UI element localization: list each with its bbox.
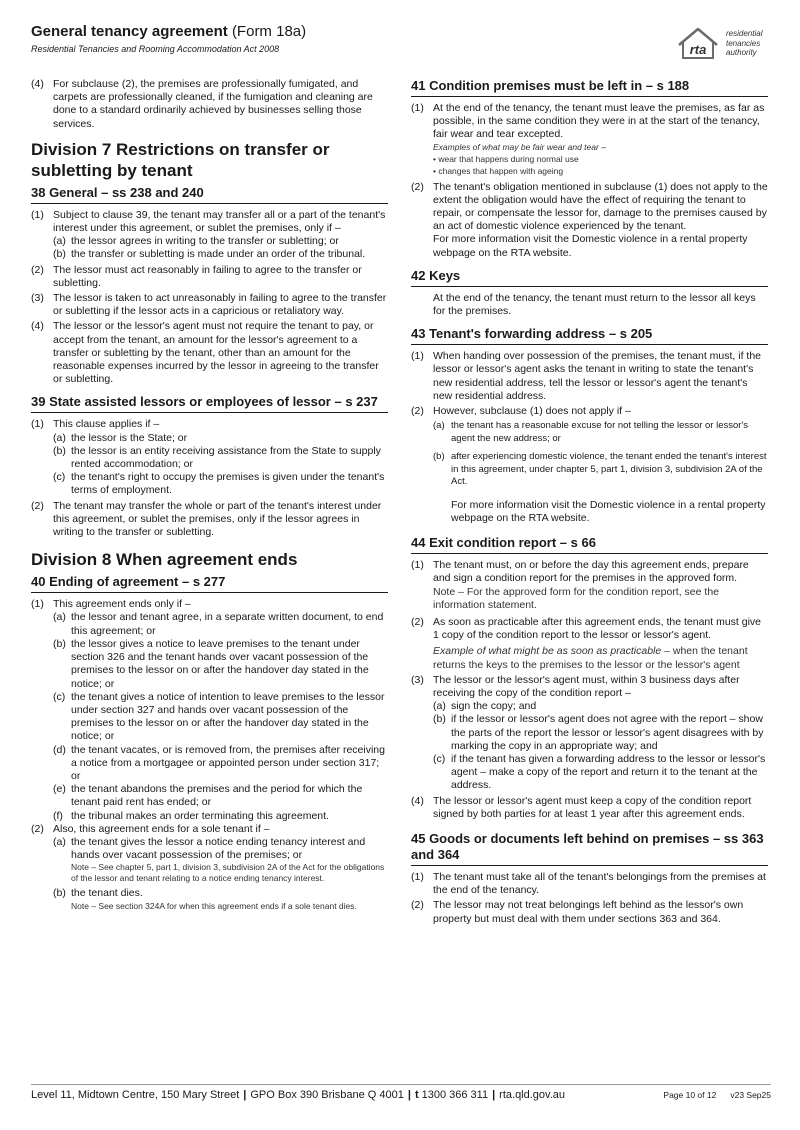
- footer-po-box: GPO Box 390 Brisbane Q 4001: [250, 1089, 404, 1101]
- section-45-heading: 45 Goods or documents left behind on premises – ss 363 and 364: [411, 831, 768, 866]
- clause-38-1b: (b) the transfer or subletting is made under an order of the tribunal.: [53, 248, 366, 261]
- clause-38-1: (1) Subject to clause 39, the tenant may transfer all or a part of the tenant's interest under this agreement, or sublet the premises, only if –: [31, 208, 386, 235]
- clause-44-4: (4) The lessor or lessor's agent must keep a copy of the condition report signed by both parties for at least 1 year after this agreement ends.: [411, 794, 752, 820]
- rta-logo: [677, 25, 771, 65]
- clause-40-2a: (a) the tenant gives the lessor a notice ending tenancy interest and hands over vacant possession of the premises; or: [53, 835, 366, 862]
- rta-house-icon: [677, 25, 719, 61]
- clause-44-3b: (b) if the lessor or lessor's agent does not agree with the report – show the parts of the report the lessor or lessor's agent disagrees with by marking the copy in an appropriate way; and: [433, 713, 764, 752]
- document-subtitle: Residential Tenancies and Rooming Accommodation Act 2008: [31, 44, 280, 54]
- section-40-heading: 40 Ending of agreement – s 277: [31, 574, 388, 593]
- clause-38-2: (2) The lessor must act reasonably in failing to agree to the transfer or subletting.: [31, 263, 362, 289]
- footer-website-link[interactable]: rta.qld.gov.au: [499, 1089, 566, 1101]
- clause-39-1b: (b) the lessor is an entity receiving assistance from the State to supply rented accommodation; or: [53, 444, 381, 471]
- clause-45-2: (2) The lessor may not treat belongings left behind as the lessor's own property but must deal with them under sections 363 and 364.: [411, 899, 744, 925]
- clause-40-1d: (d) the tenant vacates, or is removed from, the premises after receiving a notice from a mortgagee or appointed person under section 317; or: [53, 743, 385, 782]
- clause-41-2-info: For more information visit the Domestic violence in a rental property webpage on the RTA website.: [433, 233, 748, 259]
- clause-45-1: (1) The tenant must take all of the tenant's belongings from the premises at the end of the tenancy.: [411, 871, 766, 897]
- clause-40-1b: (b) the lessor gives a notice to leave premises to the tenant under section 326 and the tenant hands over vacant possession of the premises to the lessor on or after the handover day stated in the notice; or: [53, 637, 369, 690]
- clause-44-1-note: Note – For the approved form for the condition report, see the information statement.: [433, 585, 719, 611]
- clause-44-3a: (a) sign the copy; and: [433, 700, 537, 713]
- document-title: General tenancy agreement (Form 18a): [31, 23, 307, 40]
- clause-40-1: (1) This agreement ends only if –: [31, 598, 191, 611]
- page-footer: [31, 1089, 771, 1101]
- logo-text: rta: [689, 42, 707, 57]
- footer-phone: 1300 366 311: [421, 1089, 489, 1101]
- clause-43-1: (1) When handing over possession of the premises, the tenant must, if the lessor or lessor's agent asks the tenant in writing to state the tenant's new residential address, tell the lessor or lessor's agent the tenant's new residential address.: [411, 350, 762, 402]
- clause-44-2: (2) As soon as practicable after this agreement ends, the tenant must give 1 copy of the condition report to the lessor or lessor's agent.: [411, 615, 762, 642]
- clause-41-2: (2) The tenant's obligation mentioned in subclause (1) does not apply to the extent the obligation would have the effect of requiring the tenant to repair, or compensate the lessor for, damage to the premises caused by an act of domestic violence experienced by the tenant.: [411, 180, 768, 233]
- clause-44-2-note: Example of what might be as soon as practicable – when the tenant returns the keys to the premises to the lessor or the lessor's agent: [433, 645, 748, 671]
- clause-41-1: (1) At the end of the tenancy, the tenant must leave the premises, as far as possible, in the same condition they were in at the start of the tenancy, fair wear and tear excepted.: [411, 102, 765, 141]
- section-44-heading: 44 Exit condition report – s 66: [411, 535, 768, 554]
- clause-43-2: (2) However, subclause (1) does not apply if –: [411, 405, 631, 418]
- section-43-heading: 43 Tenant's forwarding address – s 205: [411, 326, 768, 345]
- clause-40-1a: (a) the lessor and tenant agree, in a separate written document, to end this agreement; or: [53, 611, 384, 637]
- clause-43-2a: (a) the tenant has a reasonable excuse for not telling the lessor or lessor's agent the new address; or: [433, 420, 749, 444]
- page-number: Page 10 of 12: [663, 1090, 717, 1100]
- clause-44-3: (3) The lessor or the lessor's agent must, within 3 business days after receiving the copy of the condition report –: [411, 673, 740, 699]
- clause-39-1c: (c) the tenant's right to occupy the premises is given under the tenant's terms of employment.: [53, 471, 385, 497]
- clause-40-2a-note: Note – See chapter 5, part 1, division 3, subdivision 2A of the Act for the obligations of the lessor and tenant relating to a notice ending tenancy interest.: [71, 862, 385, 884]
- section-39-heading: 39 State assisted lessors or employees of lessor – s 237: [31, 394, 388, 413]
- clause-43-2b: (b) after experiencing domestic violence, the tenant ended the tenant's interest in this agreement, under chapter 5, part 1, division 3, subdivision 2A of the Act.: [433, 451, 767, 488]
- clause-42-text: At the end of the tenancy, the tenant must return to the lessor all keys for the premises.: [433, 291, 756, 318]
- clause-38-1a: (a) the lessor agrees in writing to the transfer or subletting; or: [53, 235, 339, 248]
- clause-38-3: (3) The lessor is taken to act unreasonably in failing to agree to the transfer or subletting if the lessor acts in a capricious or retaliatory way.: [31, 292, 387, 318]
- left-column: [31, 78, 388, 912]
- clause-44-3c: (c) if the tenant has given a forwarding address to the lessor or lessor's agent – make a copy of the report and return it to the tenant at the address.: [433, 753, 766, 792]
- right-column: [411, 78, 768, 926]
- division-7-heading: Division 7 Restrictions on transfer or subletting by tenant: [31, 139, 330, 180]
- clause-39-2: (2) The tenant may transfer the whole or part of the tenant's interest under this agreement, or sublet the premises, only if the lessor agrees in writing to the transfer or subletting.: [31, 499, 382, 539]
- clause-40-1f: (f) the tribunal makes an order terminating this agreement.: [53, 809, 329, 822]
- section-38-heading: 38 General – ss 238 and 240: [31, 185, 388, 204]
- clause-40-1e: (e) the tenant abandons the premises and the period for which the tenant paid rent has ended; or: [53, 783, 363, 809]
- clause-39-1a: (a) the lessor is the State; or: [53, 431, 188, 444]
- clause-37-4: (4) For subclause (2), the premises are professionally fumigated, and carpets are professionally cleaned, if the fumigation and cleaning are done to a standard ordinarily achieved by businesses selling those services.: [31, 78, 373, 130]
- clause-44-1: (1) The tenant must, on or before the day this agreement ends, prepare and sign a condition report for the premises in the approved form.: [411, 559, 749, 585]
- example-bullet: • wear that happens during normal use: [433, 153, 768, 165]
- clause-38-4: (4) The lessor or the lessor's agent must not require the tenant to pay, or accept from the tenant, an amount for the lessor's agreement to a transfer or subletting by the tenant, other than an amount for the reasonable expenses incurred by the lessor in agreeing to the transfer or subletting.: [31, 320, 379, 386]
- version-label: v23 Sep25: [730, 1090, 771, 1100]
- section-42-heading: 42 Keys: [411, 268, 768, 287]
- example-label: Examples of what may be fair wear and tear –: [433, 141, 606, 152]
- footer-divider: [31, 1084, 771, 1085]
- clause-39-1: (1) This clause applies if –: [31, 418, 160, 431]
- clause-43-2-info: For more information visit the Domestic violence in a rental property webpage on the RTA website.: [451, 498, 766, 524]
- section-41-heading: 41 Condition premises must be left in – s 188: [411, 78, 768, 97]
- footer-address: Level 11, Midtown Centre, 150 Mary Street: [31, 1089, 240, 1101]
- clause-40-2: (2) Also, this agreement ends for a sole tenant if –: [31, 822, 270, 835]
- footer-separator: |: [243, 1089, 247, 1101]
- footer-separator: |: [492, 1089, 496, 1101]
- footer-phone-label: t: [414, 1089, 419, 1101]
- clause-40-2b: (b) the tenant dies.: [53, 887, 143, 900]
- division-8-heading: Division 8 When agreement ends: [31, 550, 298, 570]
- page-header: [31, 23, 771, 67]
- clause-41-1-examples: [411, 142, 768, 177]
- clause-40-1c: (c) the tenant gives a notice of intention to leave premises to the lessor under section 327 and hands over vacant possession of the premises to the lessor on or after the handover day stated in the notice; or: [53, 690, 385, 743]
- footer-separator: |: [407, 1089, 411, 1101]
- logo-words: residential tenancies authority: [726, 29, 763, 57]
- example-bullet: • changes that happen with ageing: [433, 165, 768, 177]
- clause-40-2b-note: Note – See section 324A for when this agreement ends if a sole tenant dies.: [71, 900, 357, 911]
